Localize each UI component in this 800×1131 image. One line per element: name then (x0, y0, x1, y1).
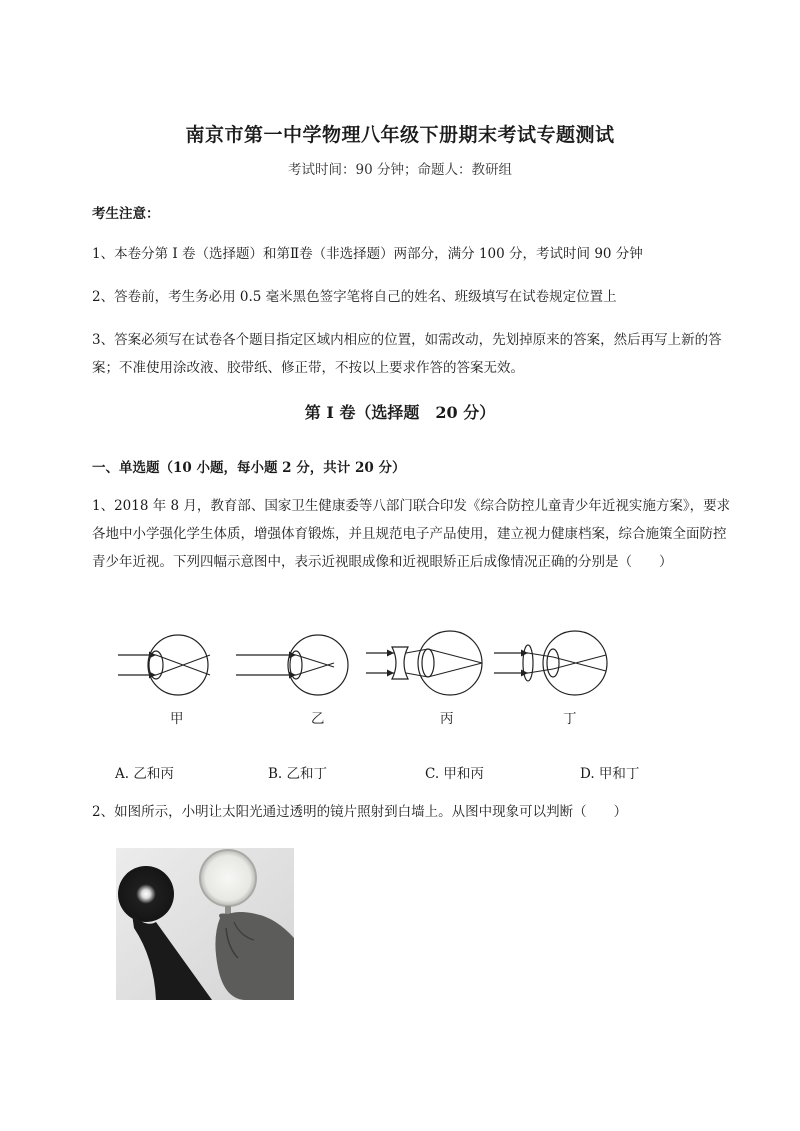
notice-item-3: 3、答案必须写在试卷各个题目指定区域内相应的位置，如需改动，先划掉原来的答案，然后再写上新的答案；不准使用涂改液、胶带纸、修正带，不按以上要求作答的答案无效。 (92, 332, 722, 376)
eye-diagram-ding (494, 631, 607, 695)
subsection-title: 一、单选题（10 小题，每小题 2 分，共计 20 分） (92, 460, 406, 476)
page-title: 南京市第一中学物理八年级下册期末考试专题测试 (185, 124, 615, 146)
notice-item-2: 2、答卷前，考生务必用 0.5 毫米黑色签字笔将自己的姓名、班级填写在试卷规定位置上 (92, 289, 617, 305)
question-1-text: 1、2018 年 8 月，教育部、国家卫生健康委等八部门联合印发《综合防控儿童青少年近视实施方案》，要求各地中小学强化学生体质，增强体育锻炼，并且规范电子产品使用，建立视力健康档案，综合施策全面防控青少年近视。下列四幅示意图中，表示近视眼成像和近视眼矫正后成像情况正确的分别是（ ） (92, 498, 731, 570)
section-title: 第 I 卷（选择题 20 分） (304, 403, 496, 422)
diagram-label-yi: 乙 (311, 711, 325, 727)
option-d[interactable]: D. 甲和丁 (580, 766, 640, 782)
exam-info: 考试时间：90 分钟；命题人：教研组 (288, 162, 512, 178)
option-c[interactable]: C. 甲和丙 (425, 766, 484, 782)
lens-photo (116, 848, 294, 1000)
eye-diagrams (110, 625, 630, 705)
question-2-text: 2、如图所示，小明让太阳光通过透明的镜片照射到白墙上。从图中现象可以判断（ ） (92, 804, 628, 820)
eye-diagram-bing (366, 631, 482, 695)
diagram-label-ding: 丁 (563, 711, 577, 727)
eye-diagram-jia (118, 635, 210, 695)
option-a[interactable]: A. 乙和丙 (115, 766, 174, 782)
option-b[interactable]: B. 乙和丁 (268, 766, 328, 782)
eye-diagram-yi (236, 635, 348, 695)
notice-heading: 考生注意： (92, 206, 160, 222)
diagram-label-bing: 丙 (440, 711, 454, 727)
diagram-label-jia: 甲 (170, 711, 184, 727)
notice-item-1: 1、本卷分第 I 卷（选择题）和第Ⅱ卷（非选择题）两部分，满分 100 分，考试时间 90 分钟 (92, 246, 643, 262)
